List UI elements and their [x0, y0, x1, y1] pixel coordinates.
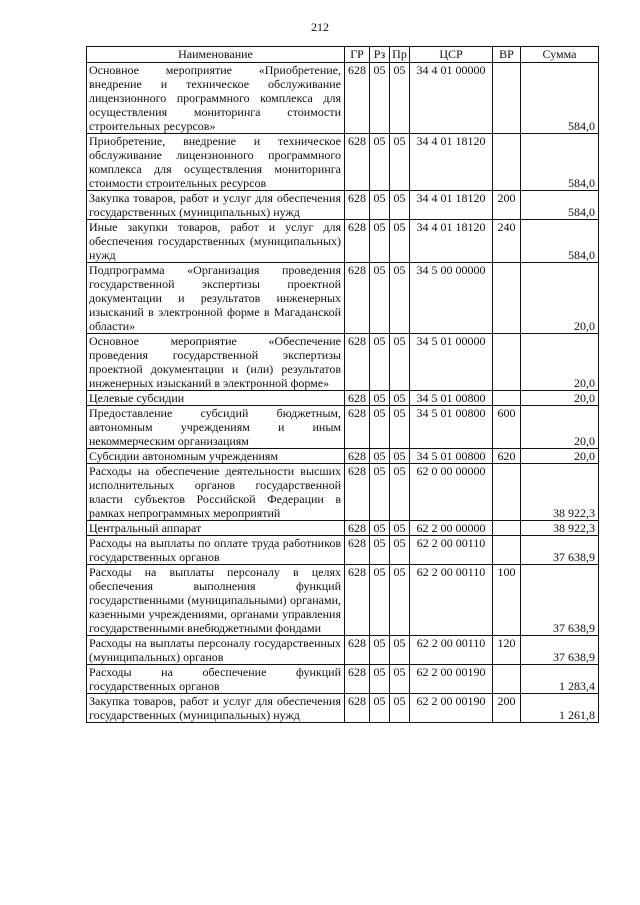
cell-name: Закупка товаров, работ и услуг для обеспечения государственных (муниципальных) нужд: [87, 694, 345, 723]
header-csr: ЦСР: [410, 47, 493, 63]
table-row: [87, 464, 599, 521]
cell-sum: 20,0: [521, 334, 599, 391]
cell-vr: 240: [493, 220, 521, 263]
cell-vr: 200: [493, 694, 521, 723]
cell-name: Расходы на обеспечение функций государственных органов: [87, 665, 345, 694]
cell-vr: 100: [493, 565, 521, 636]
cell-csr: 34 4 01 18120: [410, 191, 493, 220]
cell-vr: [493, 464, 521, 521]
cell-vr: [493, 334, 521, 391]
cell-vr: [493, 263, 521, 334]
cell-sum: 20,0: [521, 263, 599, 334]
cell-sum: 38 922,3: [521, 521, 599, 536]
cell-sum: 20,0: [521, 449, 599, 464]
cell-gr: 628: [345, 406, 370, 449]
cell-pr: 05: [390, 334, 410, 391]
cell-gr: 628: [345, 334, 370, 391]
cell-sum: 20,0: [521, 391, 599, 406]
cell-name: Иные закупки товаров, работ и услуг для обеспечения государственных (муниципальных) нужд: [87, 220, 345, 263]
header-vr: ВР: [493, 47, 521, 63]
cell-sum: 1 261,8: [521, 694, 599, 723]
cell-rz: 05: [370, 565, 390, 636]
header-sum: Сумма: [521, 47, 599, 63]
cell-pr: 05: [390, 565, 410, 636]
cell-name: Закупка товаров, работ и услуг для обеспечения государственных (муниципальных) нужд: [87, 191, 345, 220]
cell-sum: 584,0: [521, 220, 599, 263]
cell-rz: 05: [370, 191, 390, 220]
cell-rz: 05: [370, 334, 390, 391]
cell-pr: 05: [390, 449, 410, 464]
cell-pr: 05: [390, 406, 410, 449]
cell-pr: 05: [390, 521, 410, 536]
cell-rz: 05: [370, 63, 390, 134]
cell-name: Расходы на выплаты персоналу государственных (муниципальных) органов: [87, 636, 345, 665]
cell-gr: 628: [345, 391, 370, 406]
cell-rz: 05: [370, 521, 390, 536]
cell-vr: 620: [493, 449, 521, 464]
table-row: [87, 536, 599, 565]
cell-gr: 628: [345, 220, 370, 263]
table-row: [87, 220, 599, 263]
cell-rz: 05: [370, 665, 390, 694]
cell-gr: 628: [345, 191, 370, 220]
cell-sum: 37 638,9: [521, 565, 599, 636]
cell-gr: 628: [345, 665, 370, 694]
cell-csr: 62 2 00 00110: [410, 565, 493, 636]
cell-rz: 05: [370, 406, 390, 449]
cell-gr: 628: [345, 263, 370, 334]
cell-csr: 34 5 01 00800: [410, 406, 493, 449]
table-row: [87, 406, 599, 449]
cell-gr: 628: [345, 565, 370, 636]
cell-vr: [493, 63, 521, 134]
table-row: [87, 565, 599, 636]
cell-csr: 62 2 00 00110: [410, 636, 493, 665]
cell-gr: 628: [345, 464, 370, 521]
cell-pr: 05: [390, 665, 410, 694]
table-row: [87, 391, 599, 406]
cell-name: Центральный аппарат: [87, 521, 345, 536]
cell-pr: 05: [390, 263, 410, 334]
cell-pr: 05: [390, 536, 410, 565]
header-rz: Рз: [370, 47, 390, 63]
cell-gr: 628: [345, 521, 370, 536]
cell-rz: 05: [370, 694, 390, 723]
cell-rz: 05: [370, 220, 390, 263]
cell-sum: 37 638,9: [521, 636, 599, 665]
table-header-row: [87, 47, 599, 63]
cell-name: Целевые субсидии: [87, 391, 345, 406]
cell-name: Подпрограмма «Организация проведения государственной экспертизы проектной документации и результатов инженерных изысканий в электронной форме в Магаданской области»: [87, 263, 345, 334]
cell-csr: 62 2 00 00000: [410, 521, 493, 536]
cell-rz: 05: [370, 536, 390, 565]
table-row: [87, 665, 599, 694]
page-number: 212: [311, 20, 329, 34]
table-row: [87, 521, 599, 536]
table-row: [87, 263, 599, 334]
cell-rz: 05: [370, 449, 390, 464]
cell-pr: 05: [390, 191, 410, 220]
cell-csr: 62 2 00 00190: [410, 665, 493, 694]
cell-pr: 05: [390, 694, 410, 723]
table-row: [87, 334, 599, 391]
cell-pr: 05: [390, 636, 410, 665]
header-name: Наименование: [87, 47, 345, 63]
cell-csr: 34 5 01 00800: [410, 391, 493, 406]
cell-csr: 62 2 00 00110: [410, 536, 493, 565]
header-pr: Пр: [390, 47, 410, 63]
cell-name: Основное мероприятие «Приобретение, внедрение и техническое обслуживание лицензионного программного комплекса для осуществления мониторинга стоимости строительных ресурсов»: [87, 63, 345, 134]
cell-name: Расходы на выплаты персоналу в целях обеспечения выполнения функций государственными (муниципальными) органами, казенными учреждениями, органами управления государственными внебюджетными фондами: [87, 565, 345, 636]
cell-csr: 34 5 01 00800: [410, 449, 493, 464]
table-body: [87, 63, 599, 723]
cell-sum: 584,0: [521, 63, 599, 134]
cell-sum: 38 922,3: [521, 464, 599, 521]
table-row: [87, 636, 599, 665]
cell-gr: 628: [345, 449, 370, 464]
cell-vr: 200: [493, 191, 521, 220]
cell-name: Предоставление субсидий бюджетным, автономным учреждениям и иным некоммерческим организациям: [87, 406, 345, 449]
cell-vr: [493, 391, 521, 406]
cell-pr: 05: [390, 134, 410, 191]
cell-csr: 34 4 01 00000: [410, 63, 493, 134]
cell-gr: 628: [345, 536, 370, 565]
cell-pr: 05: [390, 464, 410, 521]
cell-name: Субсидии автономным учреждениям: [87, 449, 345, 464]
cell-sum: 584,0: [521, 134, 599, 191]
cell-pr: 05: [390, 63, 410, 134]
cell-csr: 34 5 01 00000: [410, 334, 493, 391]
cell-rz: 05: [370, 134, 390, 191]
table-row: [87, 191, 599, 220]
cell-rz: 05: [370, 636, 390, 665]
cell-gr: 628: [345, 694, 370, 723]
table-row: [87, 134, 599, 191]
cell-sum: 20,0: [521, 406, 599, 449]
cell-vr: [493, 521, 521, 536]
cell-gr: 628: [345, 134, 370, 191]
cell-csr: 34 4 01 18120: [410, 134, 493, 191]
header-gr: ГР: [345, 47, 370, 63]
budget-table: [86, 46, 599, 723]
cell-csr: 62 0 00 00000: [410, 464, 493, 521]
cell-rz: 05: [370, 391, 390, 406]
cell-sum: 1 283,4: [521, 665, 599, 694]
cell-sum: 584,0: [521, 191, 599, 220]
cell-gr: 628: [345, 636, 370, 665]
cell-pr: 05: [390, 220, 410, 263]
cell-name: Расходы на выплаты по оплате труда работников государственных органов: [87, 536, 345, 565]
cell-vr: 120: [493, 636, 521, 665]
cell-rz: 05: [370, 464, 390, 521]
cell-vr: [493, 665, 521, 694]
cell-name: Приобретение, внедрение и техническое обслуживание лицензионного программного комплекса для осуществления мониторинга стоимости строительных ресурсов: [87, 134, 345, 191]
cell-csr: 34 5 00 00000: [410, 263, 493, 334]
cell-name: Основное мероприятие «Обеспечение проведения государственной экспертизы проектной документации и (или) результатов инженерных изысканий в электронной форме»: [87, 334, 345, 391]
cell-rz: 05: [370, 263, 390, 334]
cell-gr: 628: [345, 63, 370, 134]
cell-csr: 34 4 01 18120: [410, 220, 493, 263]
cell-vr: [493, 134, 521, 191]
cell-pr: 05: [390, 391, 410, 406]
cell-sum: 37 638,9: [521, 536, 599, 565]
cell-name: Расходы на обеспечение деятельности высших исполнительных органов государственной власти субъектов Российской Федерации в рамках непрограммных мероприятий: [87, 464, 345, 521]
table-row: [87, 63, 599, 134]
table-row: [87, 694, 599, 723]
cell-vr: 600: [493, 406, 521, 449]
table-row: [87, 449, 599, 464]
cell-csr: 62 2 00 00190: [410, 694, 493, 723]
cell-vr: [493, 536, 521, 565]
